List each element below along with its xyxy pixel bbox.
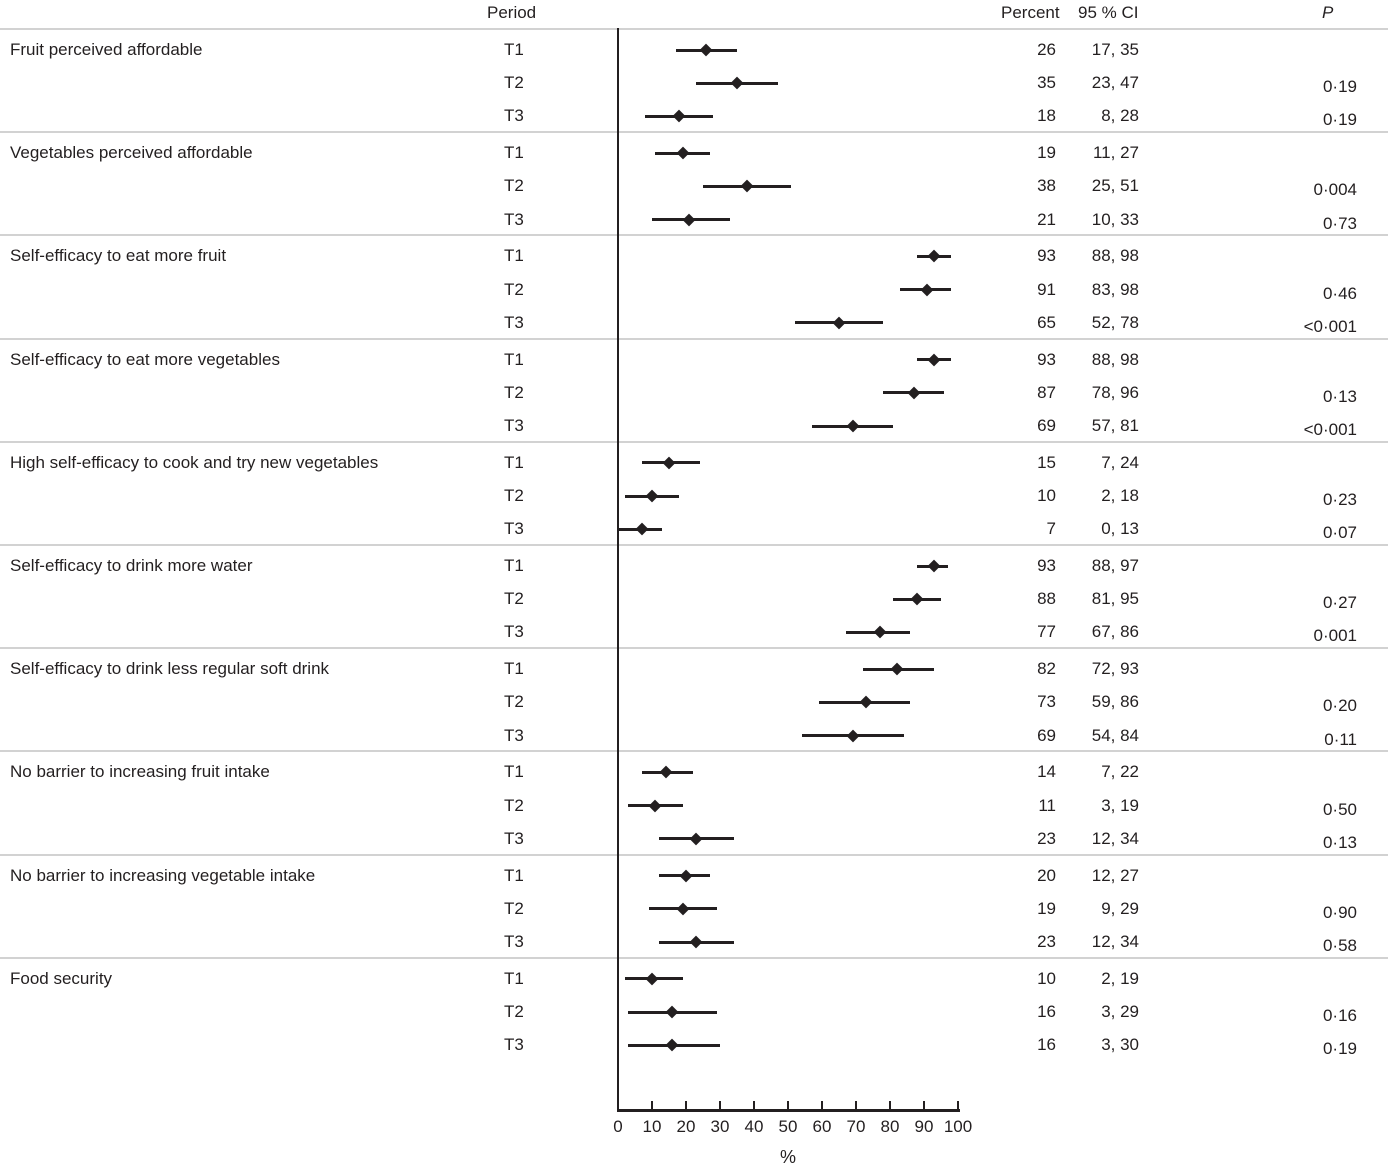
category-label: No barrier to increasing vegetable intake bbox=[10, 865, 316, 885]
period-label: T3 bbox=[504, 622, 524, 642]
point-estimate-marker bbox=[846, 420, 859, 433]
point-estimate-marker bbox=[646, 972, 659, 985]
p-value: 0·90 bbox=[1322, 902, 1357, 922]
period-label: T2 bbox=[504, 898, 524, 918]
period-label: T3 bbox=[504, 312, 524, 332]
p-value: 0·50 bbox=[1322, 799, 1357, 819]
period-label: T1 bbox=[504, 865, 524, 885]
percent-value: 10 bbox=[1037, 486, 1056, 505]
ci-value: 88, 98 bbox=[1091, 349, 1139, 369]
period-label: T2 bbox=[504, 73, 524, 93]
percent-value: 82 bbox=[1037, 659, 1056, 679]
period-label: T1 bbox=[504, 40, 524, 59]
point-estimate-marker bbox=[846, 729, 859, 742]
point-estimate-marker bbox=[663, 456, 676, 469]
percent-value: 69 bbox=[1037, 416, 1056, 435]
x-axis-tick bbox=[855, 1101, 857, 1109]
point-estimate-marker bbox=[911, 593, 924, 606]
point-estimate-marker bbox=[635, 523, 648, 536]
percent-value: 20 bbox=[1037, 865, 1056, 885]
percent-value: 10 bbox=[1037, 968, 1056, 988]
percent-value: 69 bbox=[1037, 725, 1056, 745]
period-label: T3 bbox=[504, 725, 524, 745]
ci-value: 23, 47 bbox=[1091, 73, 1139, 93]
x-axis-title: % bbox=[779, 1147, 796, 1167]
period-label: T2 bbox=[504, 279, 524, 299]
ci-value: 88, 98 bbox=[1091, 246, 1139, 266]
period-label: T1 bbox=[504, 143, 524, 163]
ci-value: 88, 97 bbox=[1091, 556, 1139, 575]
point-estimate-marker bbox=[659, 766, 672, 779]
ci-value: 7, 24 bbox=[1101, 452, 1139, 472]
x-axis-tick-label: 90 bbox=[914, 1117, 934, 1136]
point-estimate-marker bbox=[666, 1039, 679, 1052]
category-label: Food security bbox=[10, 968, 113, 988]
group-separator-line bbox=[0, 544, 1388, 546]
percent-value: 65 bbox=[1037, 312, 1056, 332]
group-separator-line bbox=[0, 647, 1388, 649]
ci-value: 72, 93 bbox=[1091, 659, 1139, 679]
period-label: T2 bbox=[504, 692, 524, 712]
x-axis-tick bbox=[719, 1101, 721, 1109]
group-separator-line bbox=[0, 957, 1388, 959]
ci-value: 3, 30 bbox=[1101, 1035, 1139, 1055]
p-value: 0·16 bbox=[1322, 1006, 1357, 1025]
p-value: 0·58 bbox=[1322, 936, 1357, 955]
p-value: 0·27 bbox=[1322, 593, 1357, 613]
percent-value: 16 bbox=[1037, 1002, 1056, 1021]
x-axis-tick-label: 0 bbox=[613, 1117, 623, 1136]
point-estimate-marker bbox=[741, 180, 754, 193]
point-estimate-marker bbox=[928, 250, 941, 263]
percent-value: 23 bbox=[1037, 932, 1056, 951]
period-label: T1 bbox=[504, 659, 524, 679]
x-axis-tick-label: 30 bbox=[710, 1117, 730, 1136]
category-label: Self-efficacy to eat more vegetables bbox=[10, 349, 280, 369]
percent-value: 73 bbox=[1037, 692, 1056, 712]
period-label: T3 bbox=[504, 416, 524, 435]
ci-value: 12, 34 bbox=[1091, 828, 1139, 848]
ci-value: 57, 81 bbox=[1091, 416, 1139, 435]
category-label: Vegetables perceived affordable bbox=[10, 143, 253, 163]
percent-value: 14 bbox=[1037, 762, 1056, 782]
period-label: T2 bbox=[504, 382, 524, 402]
ci-value: 59, 86 bbox=[1091, 692, 1139, 712]
period-label: T1 bbox=[504, 349, 524, 369]
ci-value: 67, 86 bbox=[1091, 622, 1139, 642]
category-label: Self-efficacy to drink more water bbox=[10, 556, 253, 575]
ci-value: 8, 28 bbox=[1101, 106, 1139, 126]
percent-value: 91 bbox=[1037, 279, 1056, 299]
group-separator-line bbox=[0, 750, 1388, 752]
x-axis-tick bbox=[889, 1101, 891, 1109]
percent-value: 26 bbox=[1037, 40, 1056, 59]
period-label: T2 bbox=[504, 795, 524, 815]
point-estimate-marker bbox=[680, 869, 693, 882]
point-estimate-marker bbox=[690, 832, 703, 845]
p-value: 0·19 bbox=[1322, 1039, 1357, 1059]
category-label: Fruit perceived affordable bbox=[10, 40, 203, 59]
ci-value: 12, 27 bbox=[1091, 865, 1139, 885]
point-estimate-marker bbox=[666, 1006, 679, 1019]
p-value: 0·11 bbox=[1324, 729, 1357, 749]
x-axis-tick-label: 40 bbox=[744, 1117, 764, 1136]
ci-value: 3, 19 bbox=[1101, 795, 1139, 815]
group-separator-line bbox=[0, 131, 1388, 133]
column-header-period: Period bbox=[487, 3, 537, 22]
y-axis-line bbox=[617, 28, 619, 1111]
ci-value: 52, 78 bbox=[1091, 312, 1139, 332]
percent-value: 19 bbox=[1037, 898, 1056, 918]
x-axis-tick-label: 100 bbox=[943, 1117, 973, 1136]
period-label: T1 bbox=[504, 246, 524, 266]
x-axis-tick-label: 70 bbox=[846, 1117, 866, 1136]
period-label: T1 bbox=[504, 968, 524, 988]
x-axis-tick bbox=[685, 1101, 687, 1109]
p-value: 0·07 bbox=[1322, 523, 1357, 543]
x-axis-tick-label: 60 bbox=[812, 1117, 832, 1136]
column-header-p: P bbox=[1322, 3, 1334, 22]
group-separator-line bbox=[0, 28, 1388, 30]
period-label: T1 bbox=[504, 556, 524, 575]
x-axis-tick-label: 20 bbox=[676, 1117, 696, 1136]
x-axis-tick-label: 80 bbox=[880, 1117, 900, 1136]
ci-value: 12, 34 bbox=[1091, 932, 1139, 951]
point-estimate-marker bbox=[833, 316, 846, 329]
x-axis-tick bbox=[651, 1101, 653, 1109]
ci-value: 2, 19 bbox=[1101, 968, 1139, 988]
point-estimate-marker bbox=[700, 44, 713, 57]
column-header-percent: Percent bbox=[1001, 3, 1060, 22]
point-estimate-marker bbox=[928, 353, 941, 366]
period-label: T3 bbox=[504, 106, 524, 126]
point-estimate-marker bbox=[860, 696, 873, 709]
point-estimate-marker bbox=[649, 799, 662, 812]
ci-value: 9, 29 bbox=[1101, 898, 1139, 918]
category-label: High self-efficacy to cook and try new vegetables bbox=[10, 452, 379, 472]
percent-value: 21 bbox=[1037, 209, 1056, 229]
ci-value: 11, 27 bbox=[1092, 143, 1139, 163]
point-estimate-marker bbox=[907, 386, 920, 399]
point-estimate-marker bbox=[690, 936, 703, 949]
group-separator-line bbox=[0, 338, 1388, 340]
percent-value: 88 bbox=[1037, 589, 1056, 609]
category-label: Self-efficacy to drink less regular soft drink bbox=[10, 659, 330, 679]
point-estimate-marker bbox=[928, 560, 941, 573]
period-label: T3 bbox=[504, 519, 524, 539]
p-value: 0·001 bbox=[1313, 626, 1357, 646]
period-label: T1 bbox=[504, 762, 524, 782]
x-axis-line bbox=[617, 1109, 960, 1112]
category-label: Self-efficacy to eat more fruit bbox=[10, 246, 227, 266]
percent-value: 38 bbox=[1037, 176, 1056, 196]
column-header-ci: 95 % CI bbox=[1078, 3, 1139, 22]
p-value: 0·13 bbox=[1322, 386, 1357, 406]
period-label: T3 bbox=[504, 932, 524, 951]
percent-value: 93 bbox=[1037, 349, 1056, 369]
point-estimate-marker bbox=[646, 490, 659, 503]
x-axis-tick-label: 10 bbox=[642, 1117, 662, 1136]
point-estimate-marker bbox=[673, 110, 686, 123]
ci-value: 81, 95 bbox=[1091, 589, 1139, 609]
ci-value: 10, 33 bbox=[1091, 209, 1139, 229]
percent-value: 11 bbox=[1038, 795, 1056, 815]
p-value: 0·23 bbox=[1322, 490, 1357, 509]
ci-value: 54, 84 bbox=[1091, 725, 1139, 745]
x-axis-tick-label: 50 bbox=[778, 1117, 798, 1136]
point-estimate-marker bbox=[921, 283, 934, 296]
percent-value: 93 bbox=[1037, 556, 1056, 575]
p-value: 0·73 bbox=[1322, 213, 1357, 233]
ci-value: 7, 22 bbox=[1101, 762, 1139, 782]
point-estimate-marker bbox=[683, 213, 696, 226]
p-value: 0·19 bbox=[1322, 77, 1357, 97]
p-value: <0·001 bbox=[1303, 420, 1357, 439]
point-estimate-marker bbox=[873, 626, 886, 639]
group-separator-line bbox=[0, 441, 1388, 443]
p-value: 0·20 bbox=[1322, 696, 1357, 716]
p-value: 0·19 bbox=[1322, 110, 1357, 130]
percent-value: 87 bbox=[1037, 382, 1056, 402]
percent-value: 15 bbox=[1037, 452, 1056, 472]
p-value: 0·46 bbox=[1322, 283, 1357, 303]
ci-value: 3, 29 bbox=[1101, 1002, 1139, 1021]
ci-value: 17, 35 bbox=[1091, 40, 1139, 59]
category-label: No barrier to increasing fruit intake bbox=[10, 762, 270, 782]
point-estimate-marker bbox=[890, 663, 903, 676]
p-value: 0·13 bbox=[1322, 832, 1357, 852]
percent-value: 19 bbox=[1037, 143, 1056, 163]
percent-value: 93 bbox=[1037, 246, 1056, 266]
x-axis-tick bbox=[923, 1101, 925, 1109]
percent-value: 7 bbox=[1046, 519, 1056, 539]
period-label: T3 bbox=[504, 828, 524, 848]
period-label: T2 bbox=[504, 1002, 524, 1021]
ci-value: 83, 98 bbox=[1091, 279, 1139, 299]
point-estimate-marker bbox=[676, 902, 689, 915]
percent-value: 35 bbox=[1037, 73, 1056, 93]
percent-value: 77 bbox=[1037, 622, 1056, 642]
period-label: T2 bbox=[504, 589, 524, 609]
p-value: <0·001 bbox=[1303, 316, 1357, 336]
ci-value: 2, 18 bbox=[1101, 486, 1139, 505]
ci-value: 78, 96 bbox=[1091, 382, 1139, 402]
x-axis-tick bbox=[821, 1101, 823, 1109]
x-axis-tick bbox=[753, 1101, 755, 1109]
x-axis-tick bbox=[957, 1101, 959, 1109]
period-label: T3 bbox=[504, 209, 524, 229]
group-separator-line bbox=[0, 854, 1388, 856]
period-label: T2 bbox=[504, 486, 524, 505]
x-axis-tick bbox=[787, 1101, 789, 1109]
period-label: T1 bbox=[504, 452, 524, 472]
period-label: T2 bbox=[504, 176, 524, 196]
p-value: 0·004 bbox=[1313, 180, 1357, 200]
point-estimate-marker bbox=[731, 77, 744, 90]
ci-value: 25, 51 bbox=[1091, 176, 1139, 196]
group-separator-line bbox=[0, 234, 1388, 236]
percent-value: 18 bbox=[1037, 106, 1056, 126]
percent-value: 23 bbox=[1037, 828, 1056, 848]
point-estimate-marker bbox=[676, 147, 689, 160]
period-label: T3 bbox=[504, 1035, 524, 1055]
percent-value: 16 bbox=[1037, 1035, 1056, 1055]
ci-value: 0, 13 bbox=[1101, 519, 1139, 539]
